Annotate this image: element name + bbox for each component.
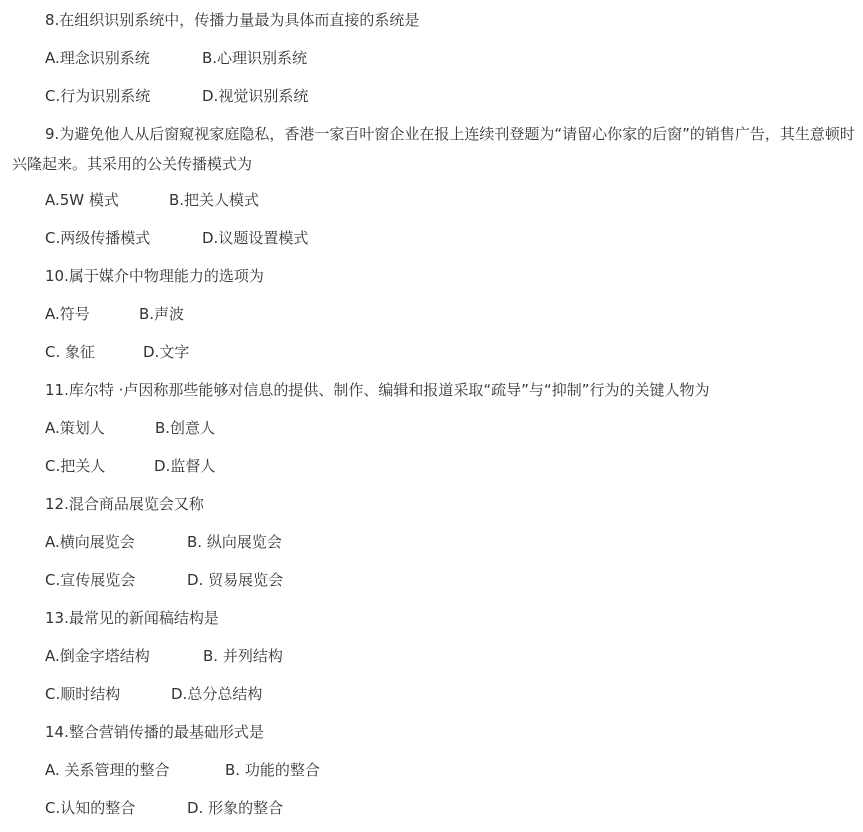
option-d: D.总分总结构 bbox=[171, 685, 263, 703]
question-12-options-row-1 bbox=[45, 531, 282, 553]
option-b: B. 纵向展览会 bbox=[187, 533, 282, 551]
question-10-stem: 10.属于媒介中物理能力的选项为 bbox=[45, 267, 264, 285]
option-a: A.符号 bbox=[45, 305, 90, 323]
question-8-options-row-2 bbox=[45, 85, 308, 107]
option-b: B.把关人模式 bbox=[169, 191, 260, 209]
question-10-options-row-1 bbox=[45, 303, 184, 325]
option-c: C.顺时结构 bbox=[45, 685, 121, 703]
option-d: D. 贸易展览会 bbox=[187, 571, 284, 589]
option-d: D.议题设置模式 bbox=[202, 229, 309, 247]
question-8-options-row-1 bbox=[45, 47, 307, 69]
question-13-options-row-2 bbox=[45, 683, 262, 705]
option-b: B.心理识别系统 bbox=[202, 49, 308, 67]
option-a: A.策划人 bbox=[45, 419, 105, 437]
option-b: B. 并列结构 bbox=[203, 647, 283, 665]
question-13-stem: 13.最常见的新闻稿结构是 bbox=[45, 609, 219, 627]
option-a: A.理念识别系统 bbox=[45, 49, 150, 67]
option-d: D.视觉识别系统 bbox=[202, 87, 309, 105]
question-11-stem: 11.库尔特 ·卢因称那些能够对信息的提供、制作、编辑和报道采取“疏导”与“抑制”行为的关键人物为 bbox=[45, 381, 710, 399]
option-c: C.行为识别系统 bbox=[45, 87, 151, 105]
question-12-stem: 12.混合商品展览会又称 bbox=[45, 495, 204, 513]
question-13-options-row-1 bbox=[45, 645, 283, 667]
option-a: A. 关系管理的整合 bbox=[45, 761, 170, 779]
option-b: B.创意人 bbox=[155, 419, 216, 437]
question-14-options-row-1 bbox=[45, 759, 320, 781]
option-d: D. 形象的整合 bbox=[187, 799, 284, 817]
option-a: A.横向展览会 bbox=[45, 533, 135, 551]
question-9-options-row-2 bbox=[45, 227, 308, 249]
option-c: C.把关人 bbox=[45, 457, 106, 475]
question-11-options-row-1 bbox=[45, 417, 215, 439]
option-b: B. 功能的整合 bbox=[225, 761, 320, 779]
question-11-options-row-2 bbox=[45, 455, 215, 477]
question-12-options-row-2 bbox=[45, 569, 283, 591]
question-10-options-row-2 bbox=[45, 341, 189, 363]
question-8-stem: 8.在组织识别系统中，传播力量最为具体而直接的系统是 bbox=[45, 11, 420, 29]
option-c: C.宣传展览会 bbox=[45, 571, 136, 589]
option-d: D.文字 bbox=[143, 343, 190, 361]
option-d: D.监督人 bbox=[154, 457, 216, 475]
option-b: B.声波 bbox=[139, 305, 185, 323]
question-14-stem: 14.整合营销传播的最基础形式是 bbox=[45, 723, 264, 741]
question-9-options-row-1 bbox=[45, 189, 259, 211]
question-9-stem: 9.为避免他人从后窗窥视家庭隐私，香港一家百叶窗企业在报上连续刊登题为“请留心你家的后窗”的销售广告，其生意顿时兴隆起来。其采用的公关传播模式为 bbox=[12, 125, 855, 173]
option-c: C. 象征 bbox=[45, 343, 96, 361]
option-a: A.5W 模式 bbox=[45, 191, 119, 209]
question-14-options-row-2 bbox=[45, 797, 283, 819]
option-c: C.认知的整合 bbox=[45, 799, 136, 817]
option-c: C.两级传播模式 bbox=[45, 229, 151, 247]
option-a: A.倒金字塔结构 bbox=[45, 647, 150, 665]
